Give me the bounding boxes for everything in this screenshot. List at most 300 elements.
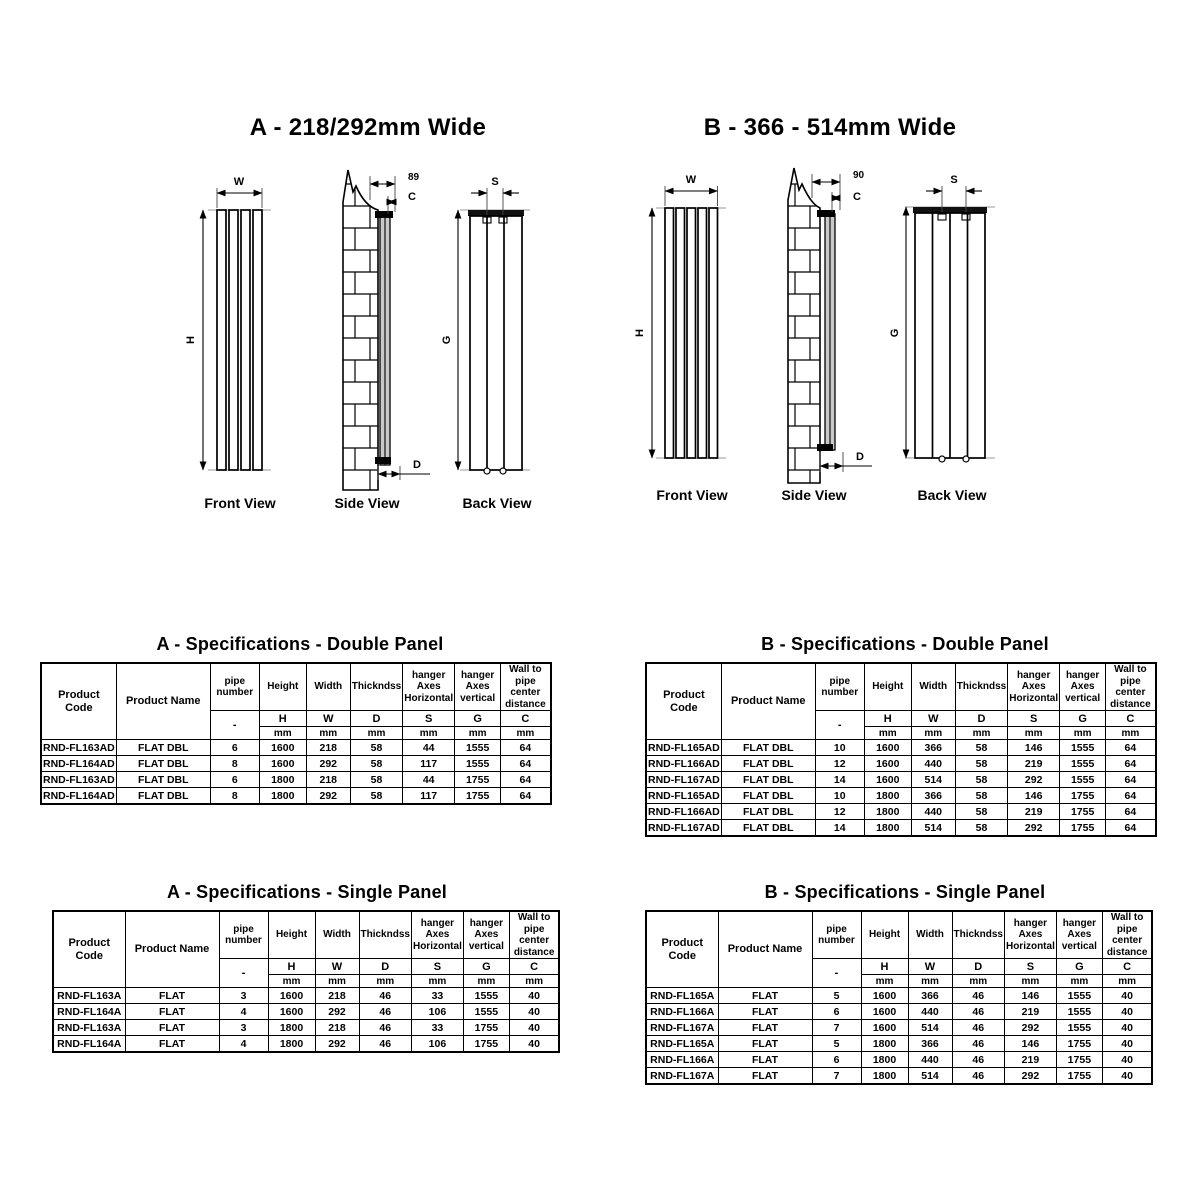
table-cell: 58 [955, 788, 1007, 804]
table-cell: 1755 [1060, 820, 1106, 837]
header-product-name: Product Name [721, 663, 815, 740]
header-symbol: G [463, 959, 509, 975]
table-row [646, 804, 1156, 820]
table-row [646, 788, 1156, 804]
table-cell: 46 [359, 1036, 411, 1053]
header-unit: mm [955, 727, 1007, 740]
spec-table-b-single [645, 910, 1153, 1085]
table-cell: 1600 [259, 740, 306, 756]
table-cell: 218 [315, 988, 359, 1004]
dim-label-h-a: H [185, 336, 197, 344]
table-cell: 292 [315, 1036, 359, 1053]
table-cell: RND-FL166AD [648, 805, 720, 818]
section-b-diagram [600, 140, 1070, 520]
table-cell: FLAT [718, 1004, 812, 1020]
header-product-code: Product Code [646, 911, 718, 988]
table-cell: 8 [210, 756, 259, 772]
header-unit: mm [1060, 727, 1106, 740]
table-cell: 5 [812, 988, 861, 1004]
table-cell: 40 [1102, 1020, 1152, 1036]
side-view-label-a: Side View [334, 495, 400, 511]
table-cell: 1755 [463, 1036, 509, 1053]
header-col: hanger Axes Horizontal [411, 911, 463, 959]
table-cell: 219 [1004, 1004, 1056, 1020]
table-cell: 1800 [259, 788, 306, 805]
header-unit: mm [908, 975, 952, 988]
header-col: hanger Axes vertical [1056, 911, 1102, 959]
table-cell: 440 [911, 804, 955, 820]
dim-label-g-a: G [441, 335, 453, 345]
front-view-b [634, 174, 728, 503]
table-cell: 117 [403, 788, 455, 805]
table-cell: FLAT DBL [721, 788, 815, 804]
table-cell: 514 [911, 820, 955, 837]
table-cell: 146 [1004, 1036, 1056, 1052]
table-cell: 1755 [1060, 788, 1106, 804]
table-cell: 1600 [861, 988, 908, 1004]
table-cell: 1600 [861, 1020, 908, 1036]
table-cell: 14 [815, 772, 864, 788]
header-symbol: G [455, 711, 501, 727]
table-cell: 6 [812, 1052, 861, 1068]
table-cell: 292 [1008, 820, 1060, 837]
back-view-label-b: Back View [917, 487, 987, 503]
table-cell: RND-FL165A [646, 1036, 718, 1052]
header-unit: mm [1102, 975, 1152, 988]
table-cell: 1600 [259, 756, 306, 772]
table-cell: RND-FL165A [646, 988, 718, 1004]
header-symbol: - [812, 959, 861, 988]
table-row [41, 772, 551, 788]
header-col: Thickndss [955, 663, 1007, 711]
spec-table-a-single [52, 910, 560, 1053]
table-cell: 106 [411, 1036, 463, 1053]
header-symbol: - [815, 711, 864, 740]
table-cell: FLAT [718, 1036, 812, 1052]
header-unit: mm [501, 727, 551, 740]
side-view-a [334, 170, 430, 511]
header-unit: mm [952, 975, 1004, 988]
table-block-b-double [645, 634, 1165, 837]
header-col: Wall to pipe center distance [501, 663, 551, 711]
back-view-b [889, 174, 995, 503]
table-cell: 64 [501, 740, 551, 756]
header-symbol: H [864, 711, 911, 727]
table-cell: 58 [955, 756, 1007, 772]
header-symbol: H [861, 959, 908, 975]
header-product-code: Product Code [41, 663, 116, 740]
table-cell: FLAT [125, 988, 219, 1004]
header-symbol: W [911, 711, 955, 727]
header-col: pipe number [210, 663, 259, 711]
table-cell: 1800 [268, 1020, 315, 1036]
header-unit: mm [306, 727, 350, 740]
header-col: hanger Axes vertical [463, 911, 509, 959]
table-cell: 1600 [268, 1004, 315, 1020]
table-cell: 40 [1102, 988, 1152, 1004]
header-product-code: Product Code [53, 911, 125, 988]
table-cell: FLAT [718, 1068, 812, 1085]
table-cell: FLAT DBL [116, 740, 210, 756]
table-cell: 1600 [861, 1004, 908, 1020]
table-cell: 366 [908, 1036, 952, 1052]
table-cell: 46 [952, 1004, 1004, 1020]
header-product-name: Product Name [116, 663, 210, 740]
header-col: hanger Axes Horizontal [403, 663, 455, 711]
table-row [646, 1020, 1152, 1036]
table-cell: 58 [955, 772, 1007, 788]
table-cell: 1600 [864, 740, 911, 756]
table-row [646, 1004, 1152, 1020]
table-cell: 1555 [463, 1004, 509, 1020]
table-cell: 1800 [259, 772, 306, 788]
table-cell: 1755 [1060, 804, 1106, 820]
header-symbol: H [268, 959, 315, 975]
table-cell: 7 [812, 1068, 861, 1085]
table-cell: FLAT DBL [116, 756, 210, 772]
table-cell: 58 [955, 820, 1007, 837]
table-cell: 1555 [1060, 756, 1106, 772]
header-col: pipe number [815, 663, 864, 711]
table-block-a-single [52, 882, 562, 1053]
table-cell: 12 [815, 804, 864, 820]
table-cell: 1800 [861, 1052, 908, 1068]
dim-label-d-a: D [413, 459, 421, 471]
table-cell: 1600 [268, 988, 315, 1004]
header-symbol: W [315, 959, 359, 975]
table-cell: 3 [219, 988, 268, 1004]
table-cell: FLAT DBL [721, 804, 815, 820]
table-cell: 1800 [861, 1068, 908, 1085]
header-symbol: C [1102, 959, 1152, 975]
table-cell: 46 [952, 1036, 1004, 1052]
table-cell: FLAT DBL [116, 772, 210, 788]
table-cell: 292 [315, 1004, 359, 1020]
table-cell: RND-FL164AD [41, 788, 116, 805]
table-cell: 64 [1106, 788, 1156, 804]
header-unit: mm [1008, 727, 1060, 740]
table-cell: 64 [501, 788, 551, 805]
header-col: Height [268, 911, 315, 959]
table-cell: 1800 [864, 804, 911, 820]
header-unit: mm [268, 975, 315, 988]
table-cell: 6 [210, 740, 259, 756]
table-cell: 292 [1008, 772, 1060, 788]
table-cell: 58 [955, 804, 1007, 820]
header-unit: mm [1056, 975, 1102, 988]
header-symbol: G [1060, 711, 1106, 727]
table-row [646, 756, 1156, 772]
table-cell: 5 [812, 1036, 861, 1052]
header-symbol: S [403, 711, 455, 727]
header-symbol: S [1008, 711, 1060, 727]
table-cell: 292 [306, 788, 350, 805]
table-cell: 514 [908, 1020, 952, 1036]
spec-table-a-double [40, 662, 552, 805]
table-title-a-double: A - Specifications - Double Panel [156, 634, 444, 654]
table-cell: 366 [911, 788, 955, 804]
dim-label-h-b: H [634, 329, 646, 337]
table-block-a-double [40, 634, 560, 805]
table-cell: FLAT [718, 988, 812, 1004]
header-symbol: D [955, 711, 1007, 727]
table-cell: 146 [1008, 740, 1060, 756]
table-cell: 440 [908, 1052, 952, 1068]
header-unit: mm [864, 727, 911, 740]
table-cell: 514 [908, 1068, 952, 1085]
table-row [646, 1036, 1152, 1052]
table-cell: 1755 [463, 1020, 509, 1036]
table-cell: FLAT [125, 1036, 219, 1053]
spec-table-b-double [645, 662, 1157, 837]
header-unit: mm [350, 727, 402, 740]
table-cell: 146 [1004, 988, 1056, 1004]
header-col: hanger Axes vertical [455, 663, 501, 711]
table-cell: 14 [815, 820, 864, 837]
section-b-title: B - 366 - 514mm Wide [703, 114, 957, 141]
table-cell: 40 [509, 988, 559, 1004]
dim-label-d-b: D [856, 451, 864, 463]
table-cell: FLAT DBL [116, 788, 210, 805]
table-cell: 1555 [1060, 740, 1106, 756]
table-cell: 10 [815, 788, 864, 804]
table-cell: 1755 [1056, 1036, 1102, 1052]
table-row [53, 1036, 559, 1053]
table-cell: 7 [812, 1020, 861, 1036]
table-cell: RND-FL165AD [648, 789, 720, 802]
header-unit: mm [455, 727, 501, 740]
table-cell: 1555 [455, 756, 501, 772]
table-cell: FLAT [125, 1020, 219, 1036]
table-cell: 46 [359, 988, 411, 1004]
table-cell: 1555 [1056, 1004, 1102, 1020]
table-cell: 1755 [455, 788, 501, 805]
back-view-a [441, 176, 532, 511]
table-cell: RND-FL164A [53, 1004, 125, 1020]
header-col: hanger Axes Horizontal [1004, 911, 1056, 959]
table-row [53, 1020, 559, 1036]
table-cell: 366 [911, 740, 955, 756]
header-symbol: D [359, 959, 411, 975]
table-cell: 218 [315, 1020, 359, 1036]
table-block-b-single [645, 882, 1165, 1085]
table-cell: 1600 [864, 756, 911, 772]
header-unit: mm [359, 975, 411, 988]
table-cell: 12 [815, 756, 864, 772]
table-cell: 8 [210, 788, 259, 805]
table-row [646, 1052, 1152, 1068]
table-cell: 1600 [864, 772, 911, 788]
header-col: hanger Axes vertical [1060, 663, 1106, 711]
header-col: Width [315, 911, 359, 959]
header-symbol: S [1004, 959, 1056, 975]
table-cell: FLAT DBL [721, 772, 815, 788]
table-cell: 46 [952, 1020, 1004, 1036]
table-cell: FLAT [125, 1004, 219, 1020]
header-unit: mm [411, 975, 463, 988]
table-cell: FLAT DBL [721, 740, 815, 756]
header-symbol: D [350, 711, 402, 727]
table-cell: 1555 [1056, 988, 1102, 1004]
header-symbol: - [219, 959, 268, 988]
header-symbol: W [908, 959, 952, 975]
header-symbol: D [952, 959, 1004, 975]
header-col: hanger Axes Horizontal [1008, 663, 1060, 711]
header-symbol: S [411, 959, 463, 975]
table-cell: 44 [403, 772, 455, 788]
header-col: Width [306, 663, 350, 711]
header-col: Width [911, 663, 955, 711]
table-row [646, 740, 1156, 756]
header-unit: mm [403, 727, 455, 740]
table-cell: 40 [509, 1036, 559, 1053]
header-symbol: C [509, 959, 559, 975]
table-cell: 1755 [1056, 1068, 1102, 1085]
table-cell: 292 [1004, 1068, 1056, 1085]
table-cell: RND-FL167A [646, 1020, 718, 1036]
table-cell: RND-FL163AD [43, 741, 115, 754]
table-title-b-single: B - Specifications - Single Panel [764, 882, 1046, 902]
dim-label-c-b: C [853, 191, 861, 203]
header-col: Height [259, 663, 306, 711]
header-unit: mm [1106, 727, 1156, 740]
table-cell: 219 [1004, 1052, 1056, 1068]
table-cell: 1800 [864, 820, 911, 837]
section-a-title: A - 218/292mm Wide [249, 114, 487, 141]
header-product-name: Product Name [718, 911, 812, 988]
header-product-code: Product Code [646, 663, 721, 740]
table-cell: 64 [1106, 804, 1156, 820]
table-cell: RND-FL167A [646, 1068, 718, 1085]
header-unit: mm [259, 727, 306, 740]
table-row [41, 756, 551, 772]
table-row [41, 788, 551, 805]
table-cell: 292 [1004, 1020, 1056, 1036]
table-row [53, 1004, 559, 1020]
table-cell: 1555 [463, 988, 509, 1004]
table-cell: RND-FL167AD [646, 820, 721, 837]
header-col: Wall to pipe center distance [1102, 911, 1152, 959]
table-cell: RND-FL163A [53, 988, 125, 1004]
dim-label-w-b: W [685, 174, 697, 186]
table-cell: FLAT DBL [721, 756, 815, 772]
table-cell: RND-FL164A [53, 1036, 125, 1053]
table-title-a-single: A - Specifications - Single Panel [167, 882, 447, 902]
table-cell: 440 [908, 1004, 952, 1020]
header-col: Wall to pipe center distance [1106, 663, 1156, 711]
table-cell: RND-FL164AD [43, 757, 115, 770]
table-cell: 58 [350, 772, 402, 788]
table-cell: RND-FL163AD [43, 773, 115, 786]
header-col: Width [908, 911, 952, 959]
table-cell: 1555 [1060, 772, 1106, 788]
table-cell: 117 [403, 756, 455, 772]
table-cell: 1800 [268, 1036, 315, 1053]
table-cell: 33 [411, 988, 463, 1004]
table-cell: 64 [1106, 820, 1156, 837]
table-row [41, 740, 551, 756]
header-unit: mm [861, 975, 908, 988]
table-cell: 33 [411, 1020, 463, 1036]
header-col: Thickndss [952, 911, 1004, 959]
table-cell: 4 [219, 1036, 268, 1053]
table-cell: 40 [509, 1004, 559, 1020]
header-symbol: - [210, 711, 259, 740]
header-product-name: Product Name [125, 911, 219, 988]
header-col: Thickndss [359, 911, 411, 959]
header-col: Height [861, 911, 908, 959]
header-unit: mm [463, 975, 509, 988]
dim-label-offset-b: 90 [853, 170, 865, 181]
header-col: pipe number [219, 911, 268, 959]
table-cell: 219 [1008, 756, 1060, 772]
table-cell: 64 [1106, 772, 1156, 788]
table-row [646, 988, 1152, 1004]
table-cell: 44 [403, 740, 455, 756]
table-cell: 46 [952, 988, 1004, 1004]
table-cell: 64 [501, 756, 551, 772]
front-view-a [185, 176, 276, 511]
table-cell: 10 [815, 740, 864, 756]
header-col: Wall to pipe center distance [509, 911, 559, 959]
header-col: Height [864, 663, 911, 711]
dim-label-c-a: C [408, 191, 416, 203]
table-cell: 64 [501, 772, 551, 788]
table-cell: 106 [411, 1004, 463, 1020]
table-cell: 46 [952, 1068, 1004, 1085]
table-cell: 40 [509, 1020, 559, 1036]
table-cell: 40 [1102, 1036, 1152, 1052]
table-cell: 1800 [861, 1036, 908, 1052]
table-cell: 46 [359, 1004, 411, 1020]
table-cell: 58 [350, 788, 402, 805]
header-unit: mm [1004, 975, 1056, 988]
table-cell: 6 [812, 1004, 861, 1020]
table-cell: RND-FL166A [646, 1004, 718, 1020]
table-cell: 64 [1106, 740, 1156, 756]
table-cell: 440 [911, 756, 955, 772]
table-cell: RND-FL167AD [648, 773, 720, 786]
back-view-label-a: Back View [462, 495, 532, 511]
table-cell: 1800 [864, 788, 911, 804]
front-view-label-a: Front View [204, 495, 276, 511]
side-view-label-b: Side View [781, 487, 847, 503]
table-cell: RND-FL166AD [648, 757, 720, 770]
table-cell: 218 [306, 740, 350, 756]
table-cell: FLAT [718, 1020, 812, 1036]
table-cell: 46 [359, 1020, 411, 1036]
header-col: pipe number [812, 911, 861, 959]
header-symbol: C [1106, 711, 1156, 727]
table-cell: RND-FL165AD [648, 741, 720, 754]
table-cell: 1555 [1056, 1020, 1102, 1036]
table-row [646, 772, 1156, 788]
table-cell: FLAT DBL [721, 820, 815, 837]
table-row [646, 820, 1156, 837]
header-col: Thickndss [350, 663, 402, 711]
table-cell: 40 [1102, 1052, 1152, 1068]
table-title-b-double: B - Specifications - Double Panel [761, 634, 1049, 654]
table-cell: 40 [1102, 1004, 1152, 1020]
table-cell: 58 [955, 740, 1007, 756]
table-cell: 1755 [1056, 1052, 1102, 1068]
table-cell: 146 [1008, 788, 1060, 804]
table-cell: 1555 [455, 740, 501, 756]
table-cell: 6 [210, 772, 259, 788]
header-unit: mm [911, 727, 955, 740]
header-symbol: W [306, 711, 350, 727]
table-cell: 366 [908, 988, 952, 1004]
